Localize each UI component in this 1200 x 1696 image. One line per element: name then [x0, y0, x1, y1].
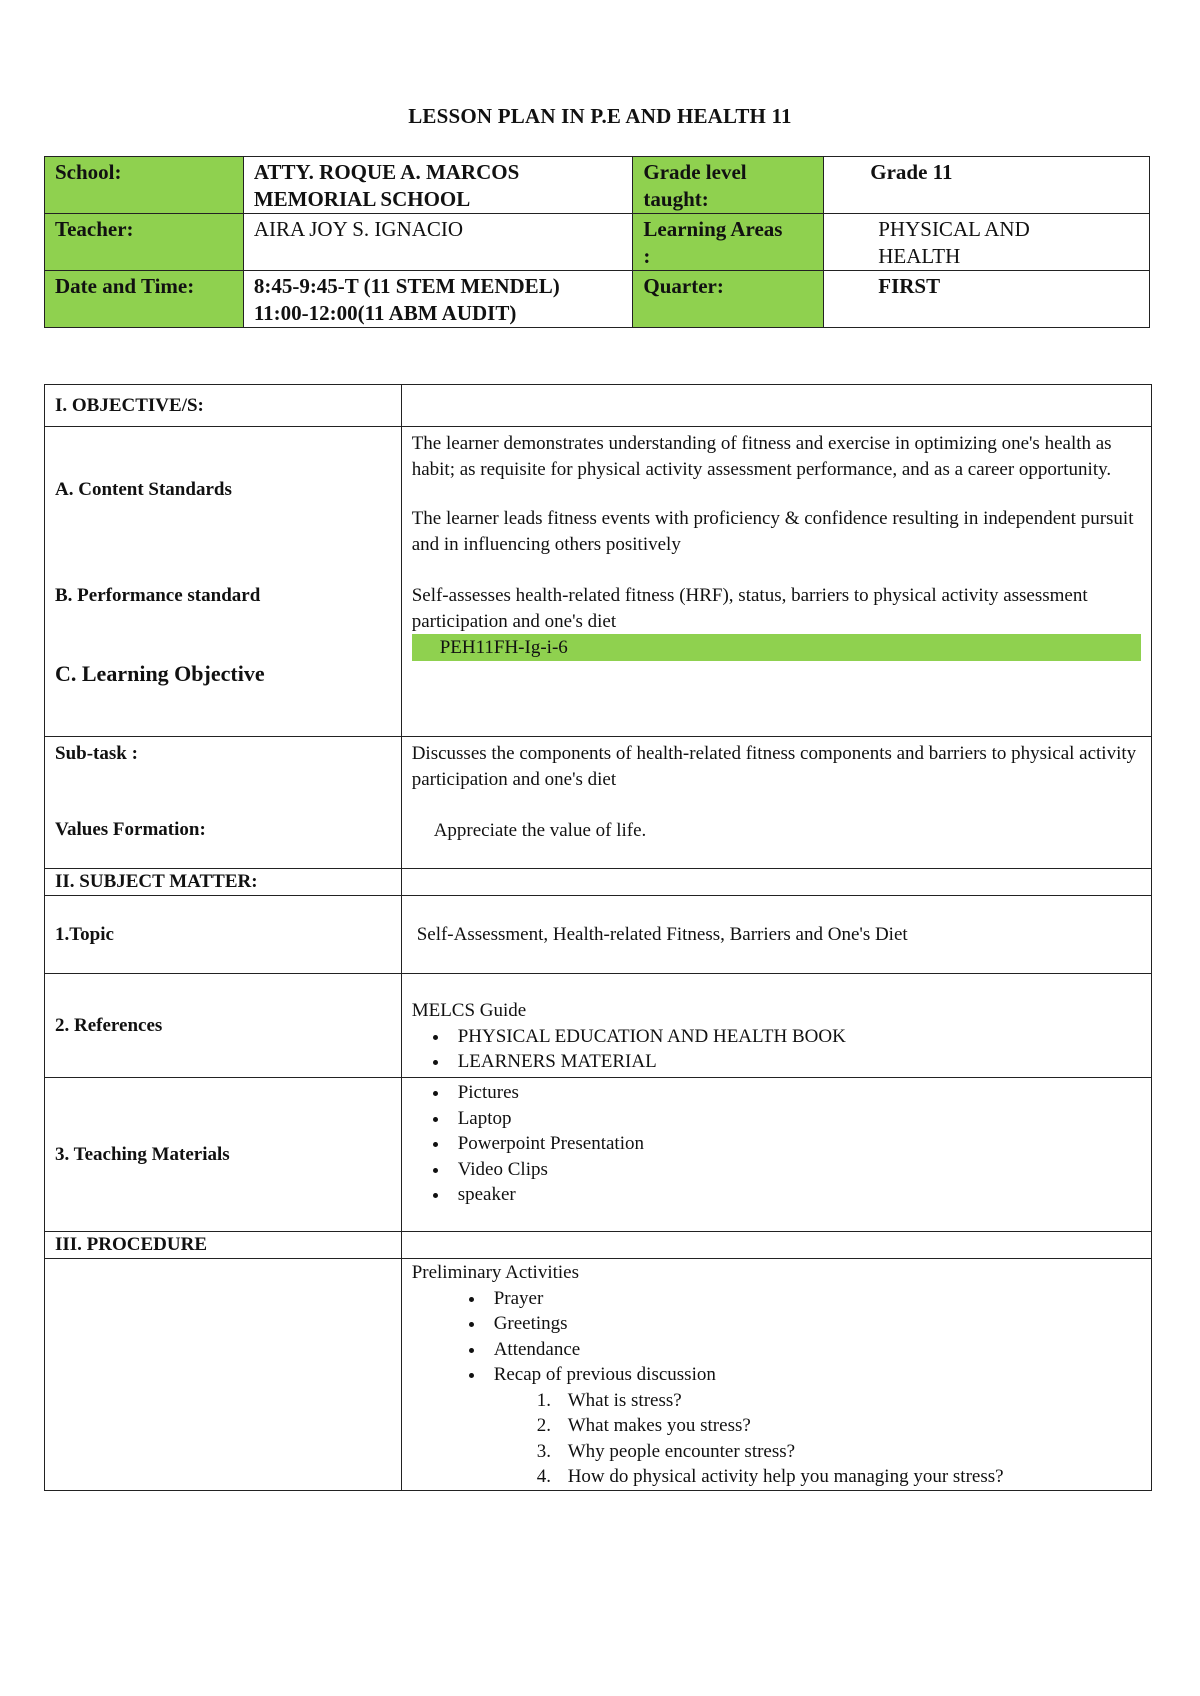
list-item: • Attendance	[486, 1337, 1141, 1363]
topic-text: Self-Assessment, Health-related Fitness, Barriers and One's Diet	[401, 896, 1151, 974]
school-value: ATTY. ROQUE A. MARCOS MEMORIAL SCHOOL	[243, 157, 633, 214]
list-item: • Prayer	[486, 1286, 1141, 1312]
list-item: 3. Why people encounter stress?	[556, 1439, 1141, 1465]
procedure-heading: III. PROCEDURE	[45, 1232, 402, 1259]
references-label: 2. References	[45, 974, 402, 1078]
learning-objective-label: C. Learning Objective	[55, 661, 265, 686]
list-item: • speaker	[450, 1182, 1141, 1208]
list-item: • Pictures	[450, 1080, 1141, 1106]
list-item: • Laptop	[450, 1106, 1141, 1132]
learning-areas-value: PHYSICAL AND HEALTH	[824, 214, 1150, 271]
date-time-value: 8:45-9:45-T (11 STEM MENDEL) 11:00-12:00(11 ABM AUDIT)	[243, 271, 633, 328]
grade-level-label: Grade level taught:	[633, 157, 824, 214]
materials-list	[412, 1080, 1141, 1208]
references-content	[401, 974, 1151, 1078]
quarter-value: FIRST	[824, 271, 1150, 328]
values-formation-text: Appreciate the value of life.	[433, 820, 647, 841]
list-item: • LEARNERS MATERIAL	[450, 1049, 1141, 1075]
teaching-materials-content	[401, 1078, 1151, 1232]
procedure-content	[401, 1259, 1151, 1491]
subtask-label: Sub-task :	[55, 743, 138, 764]
learning-areas-label: Learning Areas :	[633, 214, 824, 271]
preliminary-activities-label: Preliminary Activities	[411, 1262, 579, 1283]
references-list	[412, 1024, 1141, 1075]
preliminary-activities-list	[412, 1286, 1141, 1388]
content-standards-label: A. Content Standards	[55, 479, 232, 500]
subject-matter-blank	[401, 869, 1151, 896]
list-item: 4. How do physical activity help you managing your stress?	[556, 1464, 1141, 1490]
content-standards-text: The learner demonstrates understanding of fitness and exercise in optimizing one's health as habit; as requisite for physical activity assessment performance, and as a career opportunity.	[411, 433, 1112, 480]
objectives-labels	[45, 427, 402, 737]
competency-code: PEH11FH-Ig-i-6	[412, 634, 1141, 661]
list-item: • Video Clips	[450, 1157, 1141, 1183]
subtask-text: Discusses the components of health-related fitness components and barriers to physical activity participation and one's diet	[411, 743, 1137, 790]
lesson-plan-table	[44, 384, 1152, 1491]
list-item: 1. What is stress?	[556, 1388, 1141, 1414]
list-item: • Powerpoint Presentation	[450, 1131, 1141, 1157]
teaching-materials-label: 3. Teaching Materials	[45, 1078, 402, 1232]
grade-level-value: Grade 11	[824, 157, 1150, 214]
objectives-heading-blank	[401, 385, 1151, 427]
procedure-label-blank	[45, 1259, 402, 1491]
list-item: • PHYSICAL EDUCATION AND HEALTH BOOK	[450, 1024, 1141, 1050]
performance-standard-label: B. Performance standard	[55, 585, 261, 606]
list-item: • Greetings	[486, 1311, 1141, 1337]
list-item: • Recap of previous discussion	[486, 1362, 1141, 1388]
subtask-labels	[45, 737, 402, 869]
procedure-blank	[401, 1232, 1151, 1259]
date-time-label: Date and Time:	[45, 271, 244, 328]
topic-label: 1.Topic	[45, 896, 402, 974]
objectives-content	[401, 427, 1151, 737]
objectives-heading: I. OBJECTIVE/S:	[45, 385, 402, 427]
quarter-label: Quarter:	[633, 271, 824, 328]
list-item: 2. What makes you stress?	[556, 1413, 1141, 1439]
references-intro: MELCS Guide	[411, 1000, 527, 1021]
page-title: LESSON PLAN IN P.E AND HEALTH 11	[408, 104, 792, 128]
subtask-content	[401, 737, 1151, 869]
teacher-label: Teacher:	[45, 214, 244, 271]
recap-questions-list	[412, 1388, 1141, 1490]
values-formation-label: Values Formation:	[55, 819, 206, 840]
school-label: School:	[45, 157, 244, 214]
performance-standard-text: The learner leads fitness events with proficiency & confidence resulting in independent pursuit and in influencing others positively	[411, 508, 1134, 555]
subject-matter-heading: II. SUBJECT MATTER:	[45, 869, 402, 896]
learning-objective-text: Self-assesses health-related fitness (HRF), status, barriers to physical activity assessment participation and one's diet	[411, 585, 1088, 632]
header-info-table	[44, 156, 1150, 328]
teacher-value: AIRA JOY S. IGNACIO	[243, 214, 633, 271]
